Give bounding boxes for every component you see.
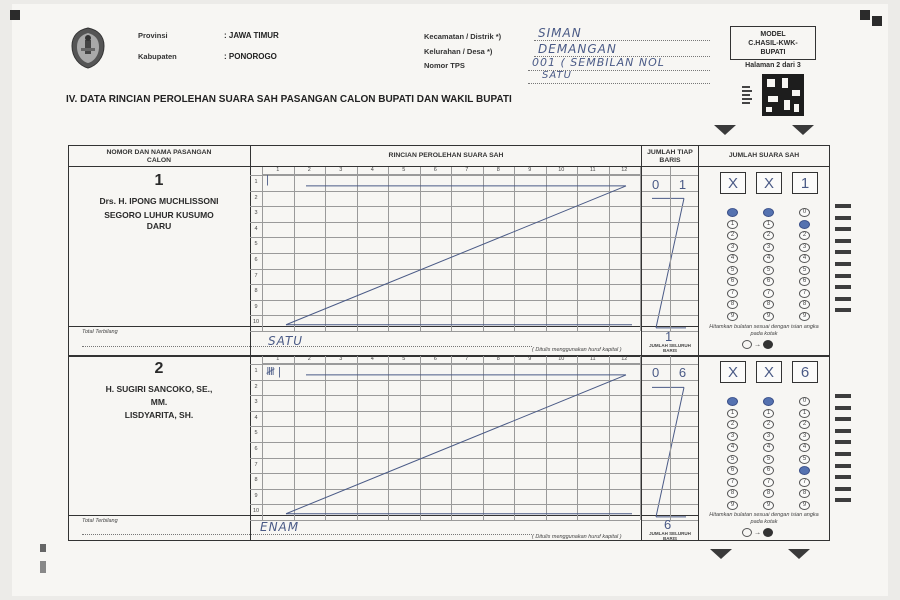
grid-line — [250, 206, 640, 207]
table-line — [68, 326, 698, 327]
omr-bubble[interactable]: 9 — [799, 312, 810, 321]
omr-bubble[interactable]: 3 — [799, 432, 810, 441]
digit-value: 1 — [800, 175, 810, 192]
omr-bubble[interactable]: 0 — [799, 397, 810, 406]
omr-bubble[interactable]: 1 — [799, 220, 810, 229]
timing-mark — [835, 216, 851, 220]
omr-bubble[interactable]: 8 — [727, 300, 738, 309]
grid-line — [357, 167, 358, 331]
omr-bubble[interactable]: 7 — [727, 289, 738, 298]
tps-value: 001 ( SEMBILAN NOL — [532, 56, 665, 69]
kecamatan-value: SIMAN — [538, 26, 582, 40]
candidate-name-line: SEGORO LUHUR KUSUMO — [104, 210, 214, 220]
candidate-name-line: LISDYARITA, SH. — [124, 410, 194, 420]
written-hint: ( Ditulis menggunakan huruf kapital ) — [532, 534, 622, 540]
omr-bubble[interactable]: 8 — [727, 489, 738, 498]
grid-line — [250, 489, 640, 490]
row-number: 2 — [254, 194, 258, 201]
grid-line — [250, 411, 640, 412]
omr-bubble[interactable]: 0 — [799, 208, 810, 217]
alignment-arrow-icon — [710, 549, 732, 559]
registration-mark — [872, 16, 882, 26]
timing-mark — [835, 475, 851, 479]
column-number: 3 — [339, 167, 343, 173]
grid-line — [483, 356, 484, 520]
omr-bubble[interactable]: 7 — [799, 478, 810, 487]
model-line: BUPATI — [760, 49, 786, 56]
timing-mark — [835, 250, 851, 254]
digit-value: X — [763, 175, 774, 192]
grid-line — [250, 426, 640, 427]
column-number: 12 — [621, 167, 628, 173]
grid-line — [609, 356, 610, 520]
corner-mark — [40, 544, 46, 552]
timing-mark — [835, 406, 851, 410]
tally-marks: | — [266, 174, 269, 186]
omr-bubble[interactable]: 8 — [763, 300, 774, 309]
grid-line — [670, 356, 671, 520]
timing-mark — [835, 239, 851, 243]
section-title: IV. DATA RINCIAN PEROLEHAN SUARA SAH PASANGAN CALON BUPATI DAN WAKIL BUPATI — [66, 94, 512, 105]
column-number: 1 — [276, 167, 280, 173]
digit-value: X — [727, 175, 738, 192]
omr-bubble[interactable]: 5 — [727, 455, 738, 464]
omr-bubble[interactable]: 1 — [799, 409, 810, 418]
digit-box[interactable] — [720, 361, 746, 383]
omr-bubble[interactable]: 5 — [763, 266, 774, 275]
row-number: 1 — [254, 179, 258, 185]
grid-line — [451, 356, 452, 520]
omr-bubble[interactable]: 7 — [799, 289, 810, 298]
omr-bubble[interactable]: 9 — [799, 501, 810, 510]
column-number: 3 — [339, 356, 343, 362]
grid-line — [250, 284, 640, 285]
qr-code-icon — [762, 74, 804, 116]
model-line: C.HASIL-KWK- — [748, 40, 798, 47]
dotted-line — [82, 534, 532, 535]
timing-mark — [835, 498, 851, 502]
grid-line — [262, 167, 263, 331]
grid-line — [451, 167, 452, 331]
omr-bubble[interactable]: 1 — [763, 220, 774, 229]
grid-line — [250, 253, 640, 254]
header-candidate: NOMOR DAN NAMA PASANGAN CALON — [106, 149, 212, 164]
registration-mark — [10, 10, 20, 20]
grid-line — [325, 167, 326, 331]
timing-mark — [835, 429, 851, 433]
alignment-arrow-icon — [792, 125, 814, 135]
column-number: 8 — [496, 167, 500, 173]
row-number: 3 — [254, 210, 258, 217]
grid-line — [640, 167, 641, 331]
omr-bubble[interactable]: 0 — [727, 208, 738, 217]
digit-box[interactable] — [720, 172, 746, 194]
tps-value-2: SATU — [542, 70, 572, 81]
grid-line — [609, 167, 610, 331]
column-number: 7 — [465, 167, 469, 173]
grid-line — [250, 395, 640, 396]
column-number: 2 — [307, 167, 311, 173]
omr-bubble[interactable]: 6 — [763, 277, 774, 286]
grid-line — [640, 356, 641, 520]
grid-line — [250, 191, 640, 192]
grid-line — [514, 356, 515, 520]
column-number: 4 — [370, 167, 374, 173]
grid-line — [514, 167, 515, 331]
kelurahan-value: DEMANGAN — [538, 42, 617, 56]
row-number: 8 — [254, 477, 258, 484]
grid-line — [420, 356, 421, 520]
omr-bubble[interactable]: 9 — [727, 501, 738, 510]
instruction-text: Hitamkan bulatan sesuai dengan isian angka pada kotak — [709, 512, 819, 525]
candidate-name-line: DARU — [146, 221, 172, 231]
header-row-total: JUMLAH TIAP BARIS — [647, 149, 693, 164]
timing-mark — [835, 297, 851, 301]
example-bubble-icon: → — [742, 528, 792, 538]
grid-line — [250, 237, 640, 238]
omr-bubble[interactable]: 3 — [727, 432, 738, 441]
column-number: 2 — [307, 356, 311, 362]
grid-line — [250, 222, 640, 223]
written-hint: ( Ditulis menggunakan huruf kapital ) — [532, 347, 622, 353]
total-written-label: Total Terbilang — [82, 518, 118, 524]
corner-mark — [40, 561, 46, 573]
timing-mark — [835, 417, 851, 421]
grid-line — [420, 167, 421, 331]
grid-line — [250, 442, 640, 443]
omr-bubble[interactable]: 4 — [763, 254, 774, 263]
row1-total-c1: 0 1 — [652, 177, 695, 192]
page-indicator: Halaman 2 dari 3 — [745, 62, 801, 69]
grid-line — [483, 167, 484, 331]
omr-bubble[interactable]: 6 — [727, 466, 738, 475]
digit-value: X — [763, 364, 774, 381]
table-line — [698, 145, 699, 541]
omr-bubble[interactable]: 4 — [727, 443, 738, 452]
grid-line — [577, 167, 578, 331]
timing-mark — [835, 262, 851, 266]
grid-line — [546, 356, 547, 520]
grid-line — [325, 356, 326, 520]
instruction-text: Hitamkan bulatan sesuai dengan isian angka pada kotak — [709, 324, 819, 337]
table-line — [68, 515, 698, 516]
grid-line — [250, 300, 640, 301]
column-number: 6 — [433, 167, 437, 173]
column-number: 4 — [370, 356, 374, 362]
omr-bubble[interactable]: 6 — [727, 277, 738, 286]
dotted-line — [82, 346, 532, 347]
timing-mark — [835, 487, 851, 491]
digit-value: X — [727, 364, 738, 381]
omr-bubble[interactable]: 1 — [763, 409, 774, 418]
candidate-1-total-written: SATU — [268, 334, 304, 348]
omr-bubble[interactable]: 6 — [799, 466, 810, 475]
column-number: 10 — [558, 167, 565, 173]
column-number: 11 — [589, 356, 596, 362]
kabupaten-label: Kabupaten — [138, 52, 177, 61]
digit-value: 6 — [800, 364, 810, 381]
omr-bubble[interactable]: 5 — [799, 266, 810, 275]
omr-bubble[interactable]: 7 — [763, 289, 774, 298]
grid-line — [250, 364, 640, 365]
registration-mark — [860, 10, 870, 20]
column-number: 10 — [558, 356, 565, 362]
omr-bubble[interactable]: 3 — [763, 243, 774, 252]
sum-rows-label: JUMLAH SELURUH BARIS — [649, 531, 691, 541]
omr-bubble[interactable]: 5 — [727, 266, 738, 275]
alignment-arrow-icon — [788, 549, 810, 559]
digit-box[interactable] — [756, 172, 782, 194]
omr-bubble[interactable]: 5 — [799, 455, 810, 464]
grid-line — [250, 473, 640, 474]
grid-line — [250, 175, 640, 176]
timing-mark — [835, 274, 851, 278]
row-number: 7 — [254, 272, 258, 279]
grid-line — [577, 356, 578, 520]
omr-bubble[interactable]: 4 — [799, 254, 810, 263]
column-number: 12 — [621, 356, 628, 362]
kpu-emblem-icon — [68, 26, 108, 70]
timing-mark — [835, 227, 851, 231]
omr-bubble[interactable]: 9 — [763, 312, 774, 321]
sum-rows-c1: 1 — [665, 329, 673, 344]
omr-bubble[interactable]: 2 — [763, 420, 774, 429]
omr-bubble[interactable]: 1 — [727, 220, 738, 229]
grid-line — [388, 167, 389, 331]
alignment-arrow-icon — [714, 125, 736, 135]
omr-bubble[interactable]: 3 — [727, 243, 738, 252]
header-total: JUMLAH SUARA SAH — [728, 152, 800, 159]
row-number: 10 — [252, 508, 260, 515]
omr-bubble[interactable]: 2 — [763, 231, 774, 240]
row-number: 2 — [254, 383, 258, 390]
tps-label: Nomor TPS — [424, 61, 465, 70]
grid-line — [250, 269, 640, 270]
row-number: 9 — [254, 303, 258, 310]
row-number: 5 — [254, 430, 258, 437]
form-sheet — [12, 4, 888, 596]
row-number: 6 — [254, 446, 258, 452]
header-detail: RINCIAN PEROLEHAN SUARA SAH — [388, 152, 504, 159]
omr-bubble[interactable]: 4 — [799, 443, 810, 452]
tally-marks: 𝍸 | — [266, 366, 281, 378]
digit-box[interactable] — [756, 361, 782, 383]
omr-bubble[interactable]: 6 — [799, 277, 810, 286]
grid-line — [294, 356, 295, 520]
omr-bubble[interactable]: 0 — [727, 397, 738, 406]
column-number: 6 — [433, 356, 437, 362]
grid-line — [250, 458, 640, 459]
form-model-box — [730, 26, 816, 60]
kelurahan-label: Kelurahan / Desa *) — [424, 47, 493, 56]
dotted-line — [528, 83, 710, 84]
grid-line — [250, 504, 640, 505]
sum-rows-label: JUMLAH SELURUH BARIS — [649, 343, 691, 353]
candidate-number: 1 — [154, 172, 164, 189]
column-number: 5 — [402, 356, 406, 362]
omr-bubble[interactable]: 8 — [763, 489, 774, 498]
grid-line — [294, 167, 295, 331]
omr-bubble[interactable]: 6 — [763, 466, 774, 475]
barcode-mark-icon — [742, 86, 754, 108]
kecamatan-label: Kecamatan / Distrik *) — [424, 32, 502, 41]
row-number: 4 — [254, 225, 258, 232]
candidate-name-line: Drs. H. IPONG MUCHLISSONI — [99, 196, 219, 206]
total-written-label: Total Terbilang — [82, 329, 118, 335]
column-number: 1 — [276, 356, 280, 362]
candidate-name-line: MM. — [150, 397, 168, 407]
omr-bubble[interactable]: 2 — [799, 420, 810, 429]
timing-mark — [835, 308, 851, 312]
omr-bubble[interactable]: 3 — [799, 243, 810, 252]
timing-mark — [835, 285, 851, 289]
timing-mark — [835, 394, 851, 398]
grid-line — [262, 356, 263, 520]
omr-bubble[interactable]: 3 — [763, 432, 774, 441]
row1-total-c2: 0 6 — [652, 365, 695, 380]
candidate-number: 2 — [154, 360, 164, 377]
candidate-name-line: H. SUGIRI SANCOKO, SE., — [105, 384, 213, 394]
provinsi-label: Provinsi — [138, 31, 168, 40]
row-number: 8 — [254, 288, 258, 295]
timing-mark — [835, 440, 851, 444]
row-number: 3 — [254, 399, 258, 406]
row-number: 4 — [254, 414, 258, 421]
omr-bubble[interactable]: 4 — [763, 443, 774, 452]
omr-bubble[interactable]: 8 — [799, 489, 810, 498]
sum-rows-c2: 6 — [664, 517, 672, 532]
omr-bubble[interactable]: 2 — [727, 231, 738, 240]
column-number: 5 — [402, 167, 406, 173]
timing-mark — [835, 452, 851, 456]
grid-line — [250, 380, 640, 381]
omr-bubble[interactable]: 2 — [727, 420, 738, 429]
dotted-line — [534, 40, 710, 41]
grid-line — [250, 331, 640, 332]
row-number: 5 — [254, 241, 258, 248]
example-bubble-icon: → — [742, 340, 792, 350]
row-number: 7 — [254, 461, 258, 468]
table-line — [641, 145, 642, 541]
column-number: 9 — [528, 356, 532, 362]
row-number: 1 — [254, 368, 258, 374]
grid-line — [388, 356, 389, 520]
omr-bubble[interactable]: 1 — [727, 409, 738, 418]
column-number: 8 — [496, 356, 500, 362]
row-number: 6 — [254, 257, 258, 263]
kabupaten-value: : PONOROGO — [224, 52, 277, 61]
grid-line — [357, 356, 358, 520]
column-number: 9 — [528, 167, 532, 173]
digit-box[interactable] — [792, 172, 818, 194]
omr-bubble[interactable]: 7 — [763, 478, 774, 487]
omr-bubble[interactable]: 7 — [727, 478, 738, 487]
omr-bubble[interactable]: 8 — [799, 300, 810, 309]
column-number: 11 — [589, 167, 596, 173]
grid-line — [250, 520, 640, 521]
digit-box[interactable] — [792, 361, 818, 383]
grid-line — [250, 315, 640, 316]
omr-bubble[interactable]: 9 — [763, 501, 774, 510]
provinsi-value: : JAWA TIMUR — [224, 31, 279, 40]
row-number: 9 — [254, 492, 258, 499]
omr-bubble[interactable]: 9 — [727, 312, 738, 321]
row-number: 10 — [252, 319, 260, 326]
column-number: 7 — [465, 356, 469, 362]
omr-bubble[interactable]: 4 — [727, 254, 738, 263]
omr-bubble[interactable]: 0 — [763, 208, 774, 217]
omr-bubble[interactable]: 5 — [763, 455, 774, 464]
grid-line — [546, 167, 547, 331]
model-line: MODEL — [760, 31, 786, 38]
timing-mark — [835, 464, 851, 468]
omr-bubble[interactable]: 0 — [763, 397, 774, 406]
timing-mark — [835, 204, 851, 208]
omr-bubble[interactable]: 2 — [799, 231, 810, 240]
candidate-2-total-written: ENAM — [260, 520, 300, 534]
